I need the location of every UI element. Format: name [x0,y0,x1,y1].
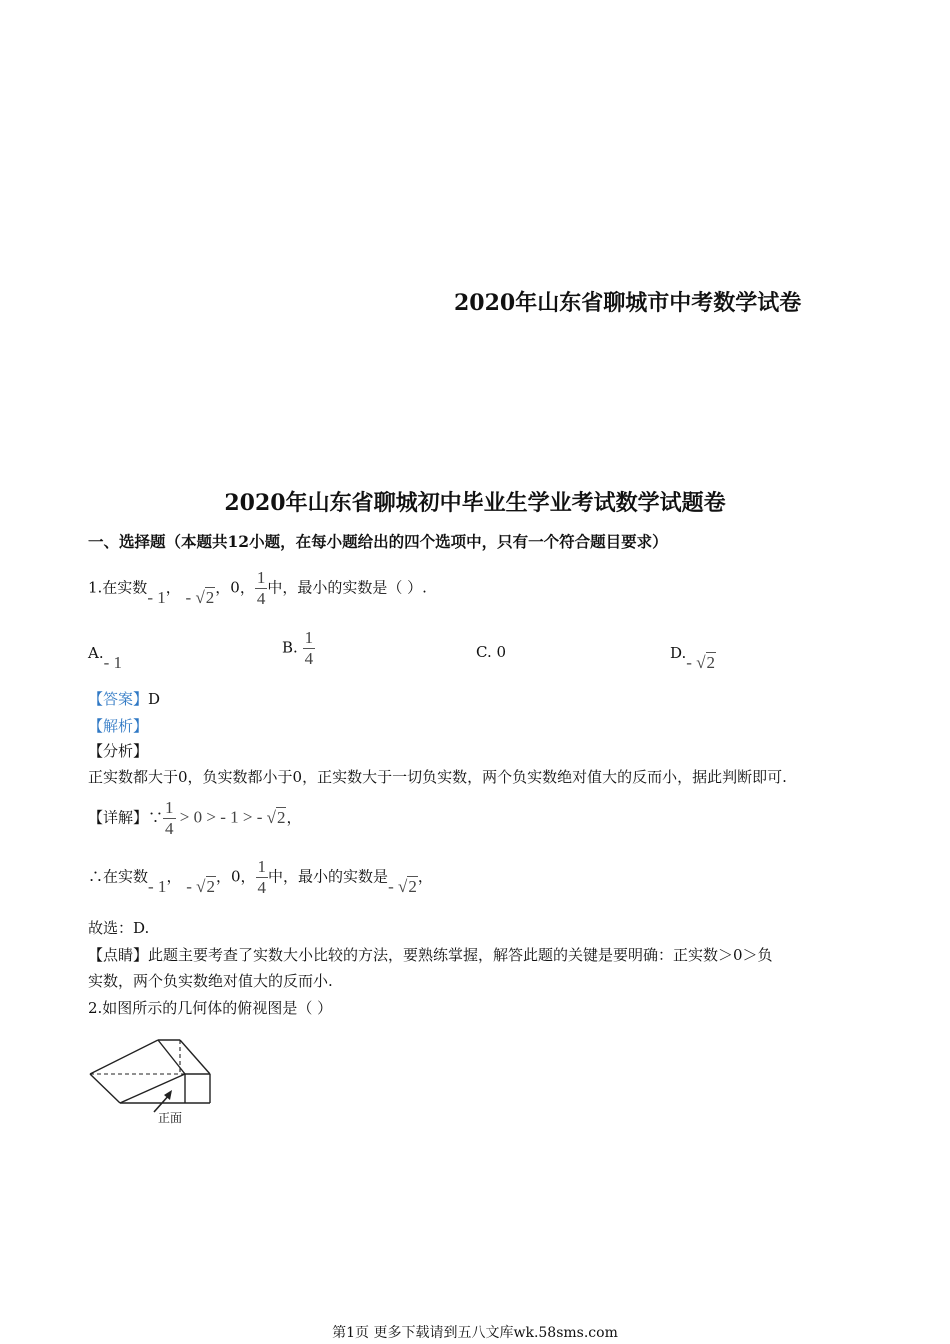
q1-fraction: $\frac{1}{4}$ [256,568,266,608]
comment-line-2: 实数，两个负实数绝对值大的反而小. [88,972,333,990]
question-1 [88,568,427,609]
geometry-figure [86,1034,220,1126]
detail-end: ， [286,808,302,827]
comment-line-1: 【点睛】此题主要考查了实数大小比较的方法，要熟练掌握，解答此题的关键是要明确：正实数＞0＞负 [88,946,773,964]
option-b-fraction: $\frac{1}{4}$ [304,628,314,668]
therefore-zero: ，0， [216,867,256,886]
therefore-mid: 中，最小的实数是 [268,867,389,886]
fenxi-text: 正实数都大于0，负实数都小于0，正实数大于一切负实数，两个负实数绝对值大的反而小，据此判断即可. [88,768,787,786]
detail-label: 【详解】∵ [88,808,164,827]
therefore-comma: ， [166,867,182,886]
option-b [282,628,315,669]
detail-line [88,798,301,839]
therefore-line [88,857,433,898]
q1-sqrt: √2 [195,587,215,607]
therefore-fraction: $\frac{1}{4}$ [257,857,267,897]
exam-subtitle: 2020年山东省聊城初中毕业生学业考试数学试题卷 [224,490,726,516]
page-footer: 第1页 更多下载请到五八文库wk.58sms.com [332,1325,618,1341]
therefore-neg-one: - 1 [148,876,167,896]
analysis-label: 【解析】 [88,717,149,735]
q1-neg-one: - 1 [147,587,166,607]
therefore-ans-sign: - [388,876,398,896]
q1-zero: ，0， [215,578,255,597]
fenxi-label: 【分析】 [88,742,149,760]
q1-neg-sign: - [185,587,196,607]
option-a-value: - 1 [103,653,123,672]
option-d-sign: - [686,653,697,672]
question-2: 2.如图所示的几何体的俯视图是（ ） [88,999,333,1017]
answer-label: 【答案】 [88,690,149,708]
therefore-prefix: ∴在实数 [88,867,149,886]
option-b-label: B. [282,638,298,657]
option-d-label: D. [670,644,687,662]
answer-value: D [148,690,161,708]
q1-suffix: 中，最小的实数是（ ）. [267,578,427,597]
therefore-end: ， [417,867,433,886]
answer-line [88,688,160,709]
q1-comma: ， [165,578,181,597]
therefore-sign: - [186,876,197,896]
therefore-sqrt: √2 [196,876,215,896]
option-a [88,643,123,672]
therefore-ans-sqrt: √2 [397,876,417,896]
detail-sqrt: √2 [266,807,286,827]
option-d [670,643,716,672]
q1-prefix: 1.在实数 [88,578,148,597]
option-a-label: A. [88,644,104,662]
option-d-sqrt: √2 [696,653,716,672]
choose-line: 故选：D. [88,919,150,937]
section-heading: 一、选择题（本题共12小题，在每小题给出的四个选项中，只有一个符合题目要求） [88,532,668,551]
option-c: C. 0 [476,643,507,661]
figure-front-label: 正面 [158,1111,183,1125]
document-title: 2020年山东省聊城市中考数学试卷 [454,290,802,316]
detail-expression: > 0 > - 1 > - [175,807,267,827]
detail-fraction: $\frac{1}{4}$ [165,798,174,838]
